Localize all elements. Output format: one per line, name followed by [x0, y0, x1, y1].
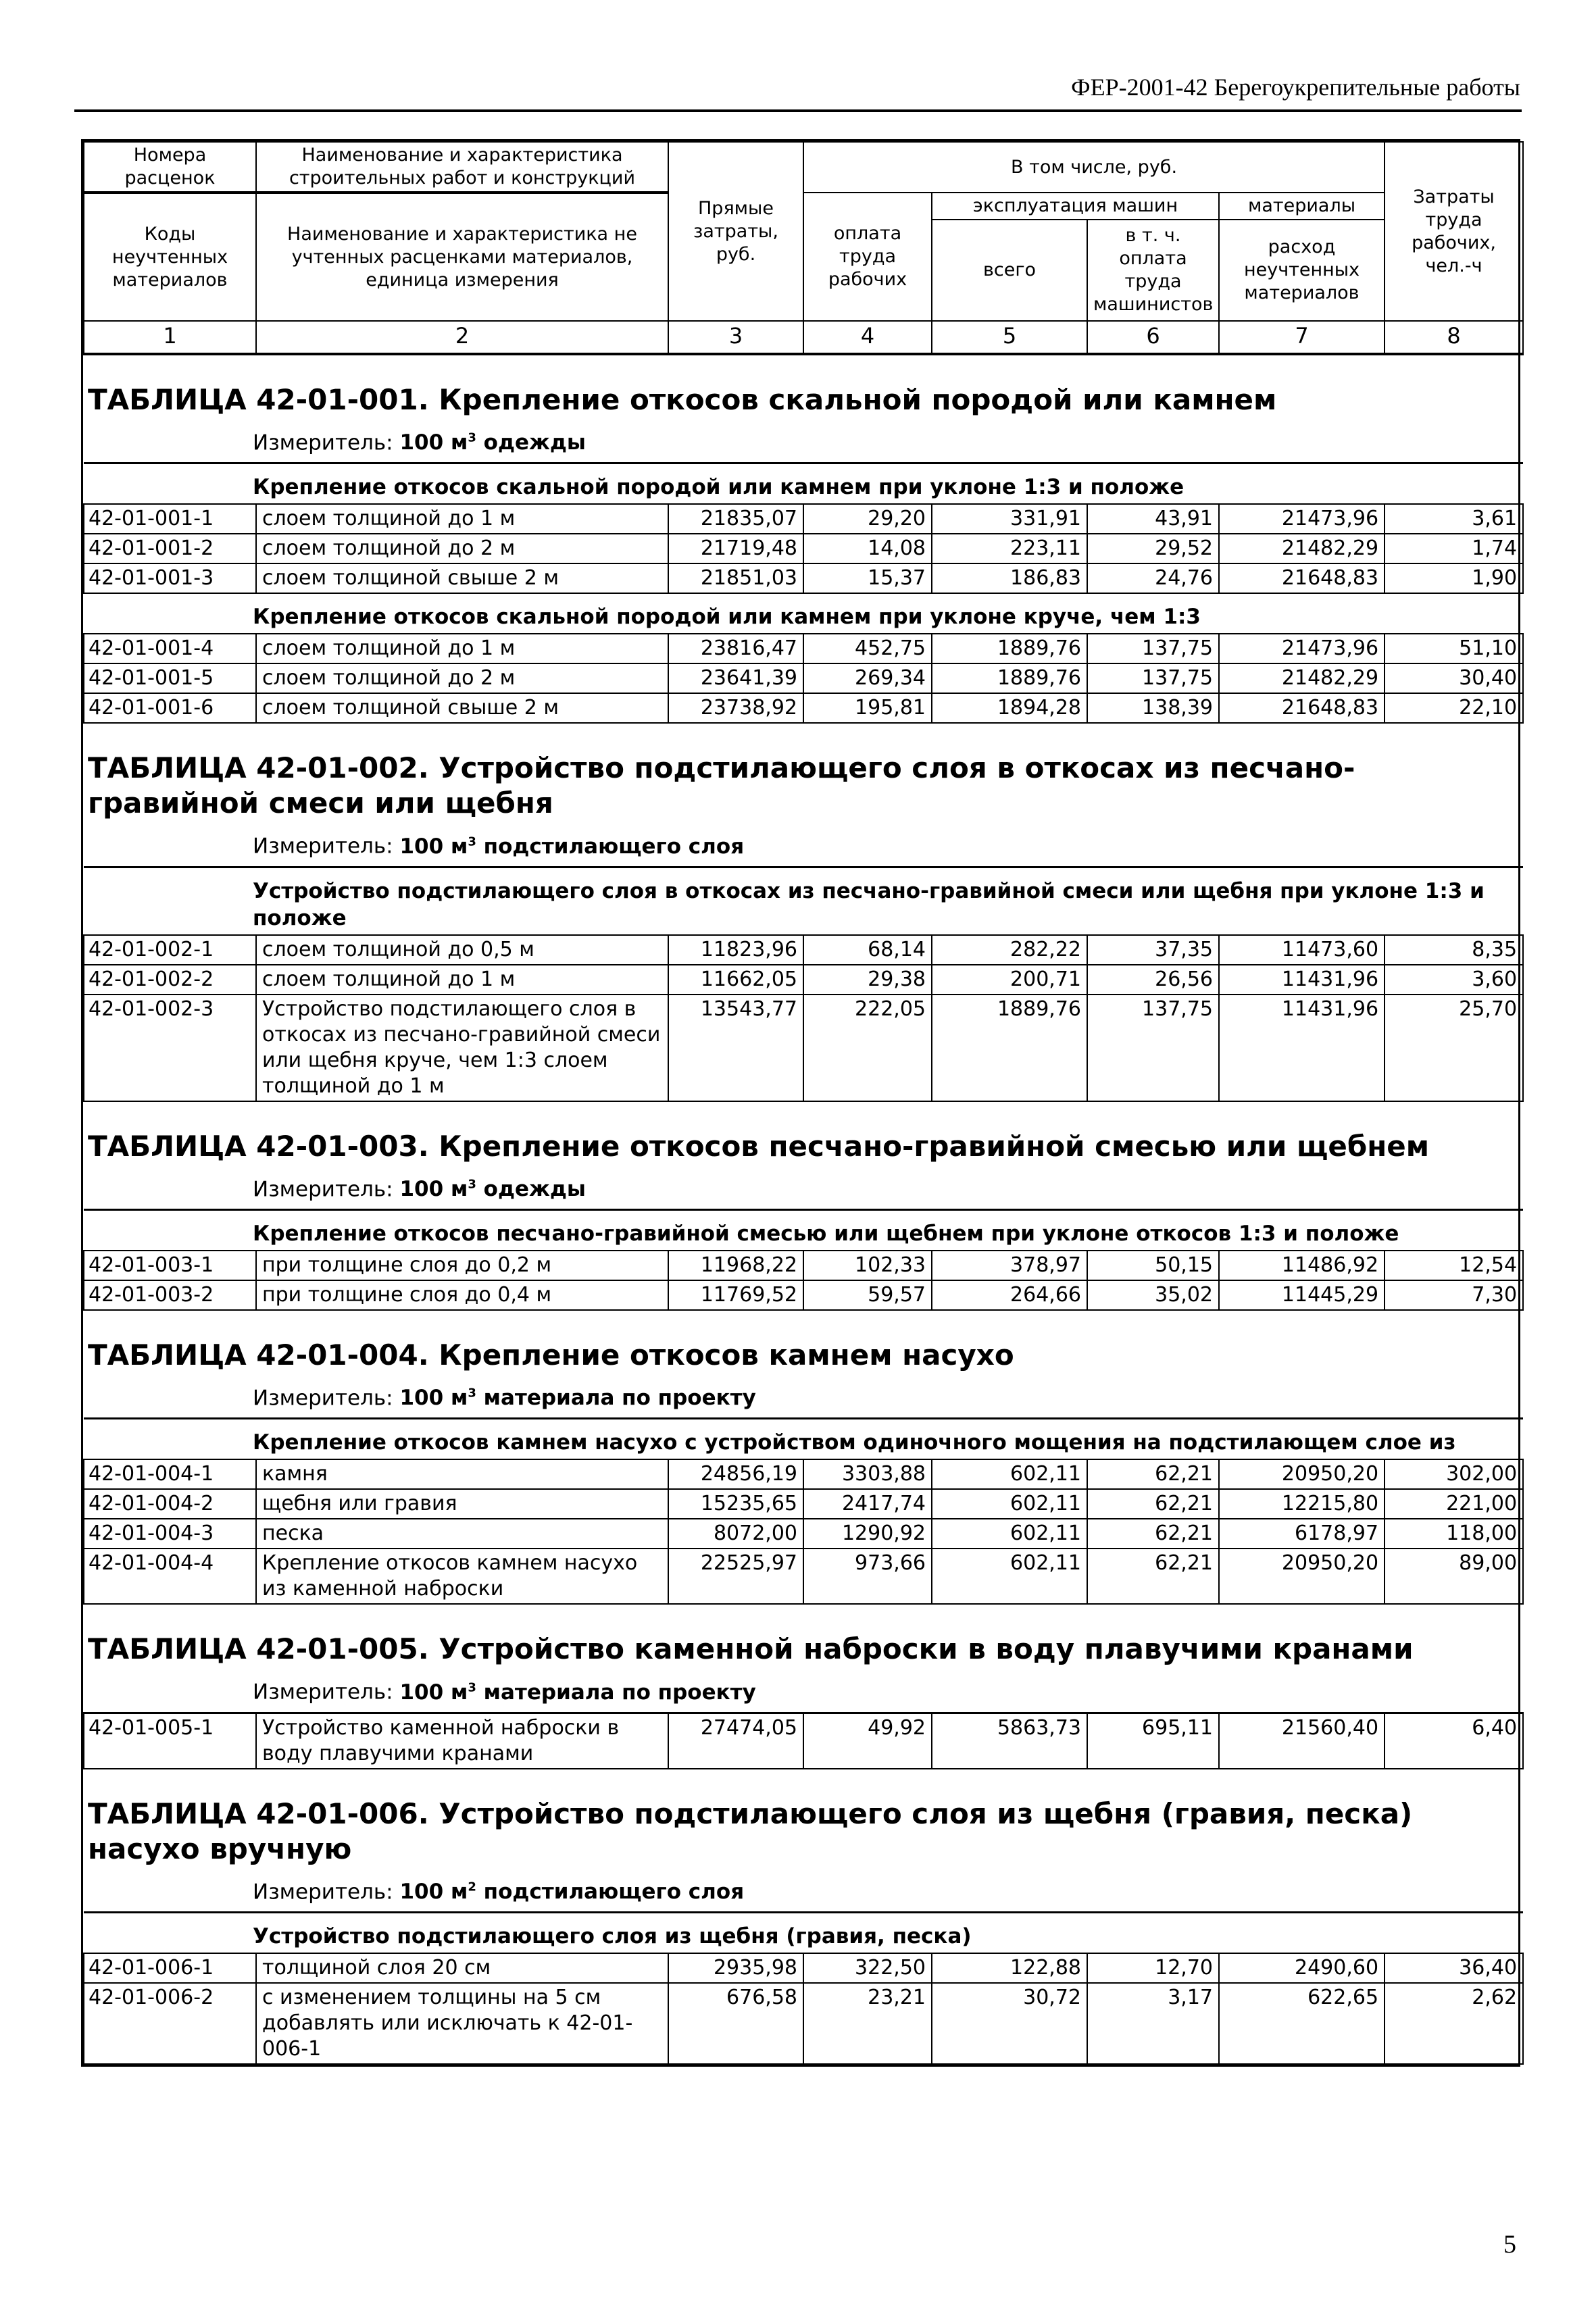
measure-value: 100 м: [399, 1386, 468, 1411]
direct-costs: 13543,77: [668, 995, 803, 1101]
measure-value: 100 м: [399, 834, 468, 859]
rate-code: 42-01-004-4: [84, 1549, 256, 1604]
measure-row: [84, 1869, 1523, 1913]
work-description: Крепление откосов камнем насухо из каменной наброски: [256, 1549, 668, 1604]
price-table: [81, 139, 1520, 2067]
labor-hours: 302,00: [1385, 1459, 1523, 1489]
rate-code: 42-01-001-2: [84, 534, 256, 563]
operator-pay: 12,70: [1087, 1953, 1219, 1983]
header-rule: [74, 109, 1522, 112]
labor-hours: 3,61: [1385, 504, 1523, 534]
column-number: 1: [84, 321, 256, 354]
table-section-title-row: [84, 1310, 1523, 1376]
materials-cost: 20950,20: [1219, 1549, 1385, 1604]
operator-pay: 29,52: [1087, 534, 1219, 563]
table-section-title-row: [84, 1101, 1523, 1167]
materials-cost: 11431,96: [1219, 965, 1385, 995]
labor-hours: 221,00: [1385, 1489, 1523, 1519]
machines-total: 602,11: [932, 1549, 1087, 1604]
measure-exponent: 3: [468, 834, 476, 849]
measure-exponent: 3: [468, 1386, 476, 1401]
table-row: [84, 1489, 1523, 1519]
machines-total: 1889,76: [932, 663, 1087, 693]
header-direct-costs: Прямые затраты, руб.: [668, 142, 803, 321]
rates-table: [83, 141, 1524, 2065]
measure-unit: [399, 1880, 744, 1904]
materials-cost: 11473,60: [1219, 935, 1385, 965]
operator-pay: 24,76: [1087, 563, 1219, 593]
worker-pay: 102,33: [803, 1251, 932, 1280]
labor-hours: 36,40: [1385, 1953, 1523, 1983]
table-row: [84, 1519, 1523, 1549]
measure-cell: [84, 824, 1523, 867]
table-section-title: ТАБЛИЦА 42-01-002. Устройство подстилающего слоя в откосах из песчано-гравийной смеси или щебня: [88, 751, 1355, 820]
table-section-title: ТАБЛИЦА 42-01-003. Крепление откосов песчано-гравийной смесью или щебнем: [88, 1129, 1430, 1163]
measure-label: Измеритель:: [253, 1680, 393, 1705]
rate-code: 42-01-001-5: [84, 663, 256, 693]
table-section-title-row: [84, 354, 1523, 420]
measure-row: [84, 1669, 1523, 1713]
direct-costs: 11823,96: [668, 935, 803, 965]
table-row: [84, 1713, 1523, 1769]
header-material-consumption: расход неучтенных материалов: [1219, 220, 1385, 321]
measure-label: Измеритель:: [253, 1176, 393, 1201]
machines-total: 331,91: [932, 504, 1087, 534]
labor-hours: 22,10: [1385, 693, 1523, 723]
group-subtitle-row: [84, 1912, 1523, 1953]
work-description: слоем толщиной до 1 м: [256, 965, 668, 995]
materials-cost: 21648,83: [1219, 563, 1385, 593]
machines-total: 264,66: [932, 1280, 1087, 1310]
rate-code: 42-01-005-1: [84, 1713, 256, 1769]
column-number: 3: [668, 321, 803, 354]
table-row: [84, 504, 1523, 534]
measure-value: 100 м: [399, 1879, 468, 1904]
group-subtitle: Устройство подстилающего слоя из щебня (гравия, песка): [253, 1923, 972, 1948]
column-number: 6: [1087, 321, 1219, 354]
materials-cost: 12215,80: [1219, 1489, 1385, 1519]
group-subtitle-row: [84, 1209, 1523, 1251]
header-material-codes: Коды неучтенных материалов: [84, 193, 256, 321]
group-subtitle-cell: [84, 867, 1523, 935]
worker-pay: 322,50: [803, 1953, 932, 1983]
group-subtitle-cell: [84, 593, 1523, 634]
machines-total: 1889,76: [932, 995, 1087, 1101]
group-subtitle-cell: [84, 1209, 1523, 1251]
header-work-name: Наименование и характеристика строительных работ и конструкций: [256, 142, 668, 193]
worker-pay: 14,08: [803, 534, 932, 563]
labor-hours: 1,74: [1385, 534, 1523, 563]
worker-pay: 2417,74: [803, 1489, 932, 1519]
rate-code: 42-01-002-3: [84, 995, 256, 1101]
group-subtitle: Крепление откосов камнем насухо с устройством одиночного мощения на подстилающем слое из: [253, 1430, 1456, 1455]
group-subtitle-cell: [84, 1419, 1523, 1460]
rate-code: 42-01-003-1: [84, 1251, 256, 1280]
materials-cost: 21648,83: [1219, 693, 1385, 723]
direct-costs: 8072,00: [668, 1519, 803, 1549]
measure-label: Измеритель:: [253, 430, 393, 455]
table-body: [84, 354, 1523, 2064]
group-subtitle-row: [84, 463, 1523, 505]
measure-value: 100 м: [399, 1176, 468, 1201]
machines-total: 1894,28: [932, 693, 1087, 723]
direct-costs: 21851,03: [668, 563, 803, 593]
group-subtitle: Крепление откосов скальной породой или камнем при уклоне круче, чем 1:3: [253, 605, 1201, 630]
work-description: песка: [256, 1519, 668, 1549]
measure-exponent: 3: [468, 1680, 476, 1695]
group-subtitle-cell: [84, 463, 1523, 505]
operator-pay: 3,17: [1087, 1983, 1219, 2064]
direct-costs: 23816,47: [668, 634, 803, 663]
table-row: [84, 1280, 1523, 1310]
measure-cell: [84, 1376, 1523, 1419]
materials-cost: 11431,96: [1219, 995, 1385, 1101]
page-number: 5: [1503, 2230, 1516, 2259]
rate-code: 42-01-004-1: [84, 1459, 256, 1489]
table-row: [84, 935, 1523, 965]
worker-pay: 15,37: [803, 563, 932, 593]
work-description: с изменением толщины на 5 см добавлять или исключать к 42-01-006-1: [256, 1983, 668, 2064]
table-section-title: ТАБЛИЦА 42-01-001. Крепление откосов скальной породой или камнем: [88, 383, 1277, 416]
work-description: толщиной слоя 20 см: [256, 1953, 668, 1983]
rate-code: 42-01-001-6: [84, 693, 256, 723]
machines-total: 282,22: [932, 935, 1087, 965]
table-section-title-row: [84, 1769, 1523, 1869]
direct-costs: 24856,19: [668, 1459, 803, 1489]
rate-code: 42-01-003-2: [84, 1280, 256, 1310]
operator-pay: 62,21: [1087, 1489, 1219, 1519]
materials-cost: 21482,29: [1219, 534, 1385, 563]
operator-pay: 62,21: [1087, 1549, 1219, 1604]
measure-cell: [84, 1869, 1523, 1913]
worker-pay: 973,66: [803, 1549, 932, 1604]
column-number: 2: [256, 321, 668, 354]
materials-cost: 20950,20: [1219, 1459, 1385, 1489]
rate-code: 42-01-004-3: [84, 1519, 256, 1549]
group-subtitle-row: [84, 593, 1523, 634]
worker-pay: 3303,88: [803, 1459, 932, 1489]
table-row: [84, 663, 1523, 693]
worker-pay: 68,14: [803, 935, 932, 965]
table-row: [84, 1953, 1523, 1983]
direct-costs: 2935,98: [668, 1953, 803, 1983]
machines-total: 122,88: [932, 1953, 1087, 1983]
operator-pay: 695,11: [1087, 1713, 1219, 1769]
group-subtitle: Крепление откосов скальной породой или камнем при уклоне 1:3 и положе: [253, 475, 1184, 500]
measure-unit: [399, 1386, 755, 1410]
operator-pay: 137,75: [1087, 634, 1219, 663]
table-row: [84, 534, 1523, 563]
measure-object: одежды: [476, 1176, 586, 1201]
work-description: камня: [256, 1459, 668, 1489]
rate-code: 42-01-002-2: [84, 965, 256, 995]
direct-costs: 21719,48: [668, 534, 803, 563]
labor-hours: 7,30: [1385, 1280, 1523, 1310]
worker-pay: 222,05: [803, 995, 932, 1101]
labor-hours: 2,62: [1385, 1983, 1523, 2064]
measure-object: материала по проекту: [476, 1386, 756, 1411]
machines-total: 378,97: [932, 1251, 1087, 1280]
table-section-title-row: [84, 723, 1523, 824]
direct-costs: 11769,52: [668, 1280, 803, 1310]
table-row: [84, 1459, 1523, 1489]
column-number: 8: [1385, 321, 1523, 354]
materials-cost: 11486,92: [1219, 1251, 1385, 1280]
measure-unit: [399, 1680, 755, 1705]
worker-pay: 452,75: [803, 634, 932, 663]
worker-pay: 1290,92: [803, 1519, 932, 1549]
header-machines-total: всего: [932, 220, 1087, 321]
column-number: 4: [803, 321, 932, 354]
worker-pay: 195,81: [803, 693, 932, 723]
column-number: 5: [932, 321, 1087, 354]
header-worker-pay: оплата труда рабочих: [803, 193, 932, 321]
worker-pay: 59,57: [803, 1280, 932, 1310]
operator-pay: 50,15: [1087, 1251, 1219, 1280]
machines-total: 5863,73: [932, 1713, 1087, 1769]
operator-pay: 37,35: [1087, 935, 1219, 965]
column-numbers-row: [84, 321, 1523, 354]
labor-hours: 6,40: [1385, 1713, 1523, 1769]
work-description: слоем толщиной до 0,5 м: [256, 935, 668, 965]
work-description: слоем толщиной до 1 м: [256, 504, 668, 534]
header-materials: материалы: [1219, 193, 1385, 220]
work-description: слоем толщиной до 1 м: [256, 634, 668, 663]
operator-pay: 35,02: [1087, 1280, 1219, 1310]
operator-pay: 43,91: [1087, 504, 1219, 534]
machines-total: 186,83: [932, 563, 1087, 593]
table-section-title-row: [84, 1604, 1523, 1669]
direct-costs: 27474,05: [668, 1713, 803, 1769]
operator-pay: 137,75: [1087, 663, 1219, 693]
table-row: [84, 1549, 1523, 1604]
measure-label: Измеритель:: [253, 1879, 393, 1904]
header-rate-numbers: Номера расценок: [84, 142, 256, 193]
measure-exponent: 3: [468, 1177, 476, 1192]
work-description: слоем толщиной свыше 2 м: [256, 693, 668, 723]
group-subtitle-row: [84, 867, 1523, 935]
rate-code: 42-01-001-4: [84, 634, 256, 663]
rate-code: 42-01-002-1: [84, 935, 256, 965]
worker-pay: 49,92: [803, 1713, 932, 1769]
machines-total: 200,71: [932, 965, 1087, 995]
materials-cost: 622,65: [1219, 1983, 1385, 2064]
measure-row: [84, 1376, 1523, 1419]
worker-pay: 269,34: [803, 663, 932, 693]
measure-label: Измеритель:: [253, 834, 393, 859]
labor-hours: 118,00: [1385, 1519, 1523, 1549]
direct-costs: 15235,65: [668, 1489, 803, 1519]
measure-row: [84, 824, 1523, 867]
measure-value: 100 м: [399, 430, 468, 455]
measure-cell: [84, 420, 1523, 463]
operator-pay: 26,56: [1087, 965, 1219, 995]
work-description: при толщине слоя до 0,4 м: [256, 1280, 668, 1310]
table-section-title: ТАБЛИЦА 42-01-005. Устройство каменной наброски в воду плавучими кранами: [88, 1632, 1414, 1666]
labor-hours: 89,00: [1385, 1549, 1523, 1604]
rate-code: 42-01-006-1: [84, 1953, 256, 1983]
direct-costs: 21835,07: [668, 504, 803, 534]
materials-cost: 2490,60: [1219, 1953, 1385, 1983]
labor-hours: 1,90: [1385, 563, 1523, 593]
machines-total: 602,11: [932, 1489, 1087, 1519]
table-header: [84, 142, 1523, 354]
labor-hours: 3,60: [1385, 965, 1523, 995]
measure-exponent: 3: [468, 431, 476, 445]
materials-cost: 6178,97: [1219, 1519, 1385, 1549]
measure-value: 100 м: [399, 1680, 468, 1705]
measure-unit: [399, 430, 585, 455]
machines-total: 602,11: [932, 1519, 1087, 1549]
worker-pay: 29,20: [803, 504, 932, 534]
materials-cost: 21482,29: [1219, 663, 1385, 693]
direct-costs: 11662,05: [668, 965, 803, 995]
group-subtitle: Крепление откосов песчано-гравийной смесью или щебнем при уклоне откосов 1:3 и положе: [253, 1221, 1399, 1246]
header-labor-hours: Затраты труда рабочих, чел.-ч: [1385, 142, 1523, 321]
work-description: щебня или гравия: [256, 1489, 668, 1519]
table-row: [84, 563, 1523, 593]
measure-object: подстилающего слоя: [476, 1879, 745, 1904]
rate-code: 42-01-006-2: [84, 1983, 256, 2064]
header-machines: эксплуатация машин: [932, 193, 1219, 220]
table-row: [84, 995, 1523, 1101]
operator-pay: 62,21: [1087, 1519, 1219, 1549]
machines-total: 223,11: [932, 534, 1087, 563]
labor-hours: 51,10: [1385, 634, 1523, 663]
rate-code: 42-01-001-1: [84, 504, 256, 534]
machines-total: 1889,76: [932, 634, 1087, 663]
group-subtitle-row: [84, 1419, 1523, 1460]
labor-hours: 25,70: [1385, 995, 1523, 1101]
machines-total: 30,72: [932, 1983, 1087, 2064]
rate-code: 42-01-001-3: [84, 563, 256, 593]
worker-pay: 23,21: [803, 1983, 932, 2064]
measure-label: Измеритель:: [253, 1386, 393, 1411]
operator-pay: 138,39: [1087, 693, 1219, 723]
work-description: при толщине слоя до 0,2 м: [256, 1251, 668, 1280]
table-row: [84, 693, 1523, 723]
header-operator-pay: в т. ч. оплата труда машинистов: [1087, 220, 1219, 321]
measure-cell: [84, 1669, 1523, 1713]
measure-row: [84, 1167, 1523, 1210]
labor-hours: 30,40: [1385, 663, 1523, 693]
measure-exponent: 2: [468, 1880, 476, 1894]
work-description: слоем толщиной до 2 м: [256, 534, 668, 563]
table-section-title: ТАБЛИЦА 42-01-006. Устройство подстилающего слоя из щебня (гравия, песка) насухо вручную: [88, 1796, 1413, 1865]
running-header: ФЕР-2001-42 Берегоукрепительные работы: [1071, 74, 1520, 101]
measure-row: [84, 420, 1523, 463]
measure-cell: [84, 1167, 1523, 1210]
group-subtitle: Устройство подстилающего слоя в откосах из песчано-гравийной смеси или щебня при уклоне 1:3 и положе: [253, 878, 1485, 930]
direct-costs: 11968,22: [668, 1251, 803, 1280]
measure-unit: [399, 1177, 585, 1201]
measure-object: материала по проекту: [476, 1680, 756, 1705]
worker-pay: 29,38: [803, 965, 932, 995]
table-row: [84, 965, 1523, 995]
measure-object: одежды: [476, 430, 586, 455]
work-description: слоем толщиной свыше 2 м: [256, 563, 668, 593]
work-description: Устройство подстилающего слоя в откосах из песчано-гравийной смеси или щебня круче, чем 1:3 слоем толщиной до 1 м: [256, 995, 668, 1101]
labor-hours: 12,54: [1385, 1251, 1523, 1280]
measure-object: подстилающего слоя: [476, 834, 745, 859]
operator-pay: 137,75: [1087, 995, 1219, 1101]
header-including: В том числе, руб.: [803, 142, 1385, 193]
table-row: [84, 1251, 1523, 1280]
direct-costs: 23738,92: [668, 693, 803, 723]
group-subtitle-cell: [84, 1912, 1523, 1953]
header-material-names: Наименование и характеристика не учтенных расценками материалов, единица измерения: [256, 193, 668, 321]
table-row: [84, 1983, 1523, 2064]
materials-cost: 21560,40: [1219, 1713, 1385, 1769]
rate-code: 42-01-004-2: [84, 1489, 256, 1519]
measure-unit: [399, 834, 744, 859]
direct-costs: 23641,39: [668, 663, 803, 693]
labor-hours: 8,35: [1385, 935, 1523, 965]
machines-total: 602,11: [932, 1459, 1087, 1489]
direct-costs: 22525,97: [668, 1549, 803, 1604]
operator-pay: 62,21: [1087, 1459, 1219, 1489]
materials-cost: 21473,96: [1219, 634, 1385, 663]
materials-cost: 11445,29: [1219, 1280, 1385, 1310]
table-section-title: ТАБЛИЦА 42-01-004. Крепление откосов камнем насухо: [88, 1338, 1014, 1372]
direct-costs: 676,58: [668, 1983, 803, 2064]
table-row: [84, 634, 1523, 663]
materials-cost: 21473,96: [1219, 504, 1385, 534]
column-number: 7: [1219, 321, 1385, 354]
work-description: слоем толщиной до 2 м: [256, 663, 668, 693]
work-description: Устройство каменной наброски в воду плавучими кранами: [256, 1713, 668, 1769]
